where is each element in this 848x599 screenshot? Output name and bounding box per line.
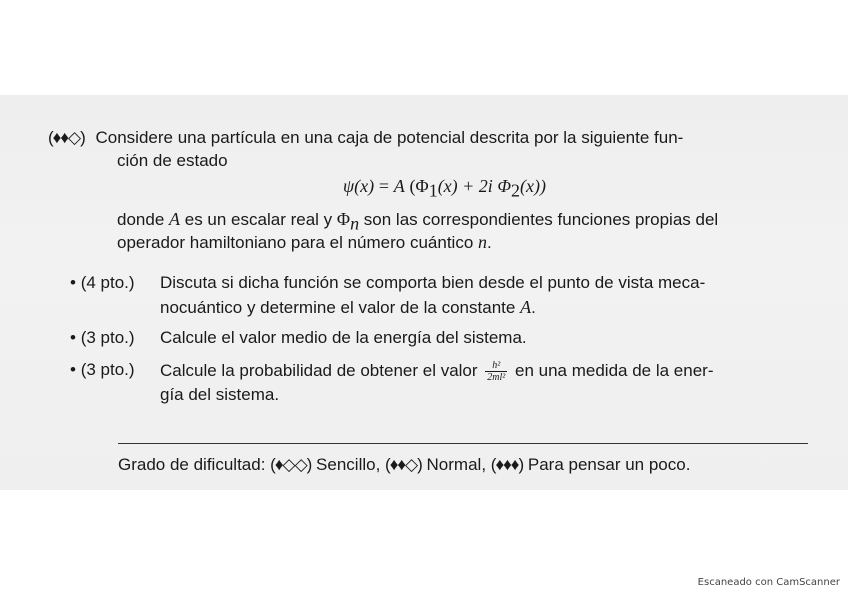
points: (3 pto.) (80, 328, 135, 347)
divider (118, 443, 808, 444)
problem-intro (48, 128, 683, 148)
item-3-line-2: gía del sistema. (160, 385, 280, 404)
difficulty-legend: Grado de dificultad: (♦◇◇) Sencillo, (♦♦◇) Normal, (♦♦♦) Para pensar un poco. (118, 455, 691, 474)
bullet: • (70, 328, 76, 347)
item-3-line-1: Calcule la probabilidad de obtener el valor $\frac{\text{h²}}{\text{2ml²}}$ en una medida de la ener- (160, 360, 714, 383)
bullet: • (70, 273, 76, 292)
list-item (70, 360, 135, 380)
bullet: • (70, 360, 76, 379)
item-1-line-2: nocuántico y determine el valor de la constante A. (160, 297, 536, 317)
intro-line-1: Considere una partícula en una caja de potencial descrita por la siguiente fun- (95, 128, 684, 147)
scanner-watermark: Escaneado con CamScanner (697, 577, 840, 588)
item-1-line-1: Discuta si dicha función se comporta bien desde el punto de vista meca- (160, 273, 706, 292)
points: (3 pto.) (80, 360, 135, 379)
points: (4 pto.) (80, 273, 135, 292)
difficulty-mark: (♦♦◇) (48, 128, 85, 147)
description-line-1: donde A es un escalar real y $\Phi_n$ son las correspondientes funciones propias del (117, 209, 719, 234)
state-equation: ψ(x) = A ($\Phi_1(x) + 2i$ $\Phi_2(x)$) (343, 176, 546, 201)
list-item (70, 273, 135, 293)
item-2-line-1: Calcule el valor medio de la energía del sistema. (160, 328, 527, 347)
energy-fraction: $\frac{\text{h²}}{\text{2ml²}}$ (487, 360, 506, 383)
description-line-2: operador hamiltoniano para el número cuántico n. (117, 232, 492, 252)
list-item (70, 328, 135, 348)
intro-line-2: ción de estado (117, 151, 228, 170)
